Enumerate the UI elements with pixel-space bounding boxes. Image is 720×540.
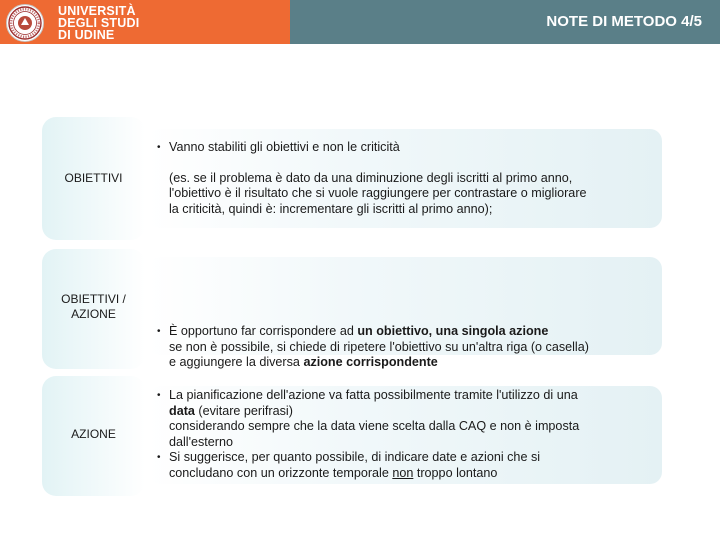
- example-line-1: (es. se il problema è dato da una diminuzione degli iscritti al primo anno,: [169, 170, 573, 185]
- b2-pre: concludano con un orizzonte temporale: [169, 465, 393, 480]
- b1-bold-data: data: [169, 403, 195, 418]
- bullet-obiettivi-azione: [157, 324, 657, 340]
- bullet-obiettivi-text: Vanno stabiliti gli obiettivi e non le criticità: [169, 140, 400, 154]
- b1-line-3: considerando sempre che la data viene scelta dalla CAQ e non è imposta: [169, 419, 580, 433]
- label-obiettivi: [42, 117, 145, 240]
- bullet-azione-1: [157, 388, 657, 404]
- bullet-dot: •: [157, 142, 161, 153]
- bullet-dot: •: [157, 452, 161, 463]
- bullet-bold: un obiettivo, una singola azione: [357, 324, 549, 338]
- university-seal-icon: [6, 4, 44, 42]
- label-obiettivi-azione: [42, 249, 145, 369]
- label-line-2: AZIONE: [71, 307, 116, 321]
- logo-line-3: DI UDINE: [58, 28, 115, 42]
- slide-title: NOTE DI METODO 4/5: [546, 13, 702, 30]
- line-3: [157, 355, 657, 371]
- bullet-dot: •: [157, 390, 161, 401]
- logo-line-1: UNIVERSITÀ: [58, 4, 136, 18]
- text-obiettivi: [157, 140, 657, 217]
- label-line-1: OBIETTIVI /: [61, 292, 126, 306]
- logo-line-2: DEGLI STUDI: [58, 16, 140, 30]
- header-bar: [0, 0, 720, 44]
- bullet-obiettivi: [157, 140, 657, 156]
- text-obiettivi-azione: [157, 324, 657, 371]
- line-3-pre: e aggiungere la diversa: [169, 355, 304, 369]
- label-obiettivi-text: OBIETTIVI: [64, 171, 123, 185]
- b1-line-4: dall'esterno: [169, 434, 234, 449]
- label-azione: [42, 376, 145, 496]
- b2-line-1: Si suggerisce, per quanto possibile, di indicare date e azioni che si: [169, 450, 541, 464]
- label-obiettivi-azione-text: [42, 292, 145, 322]
- b2-underline: non: [392, 465, 414, 480]
- example-line-3: la criticità, quindi è: incrementare gli iscritti al primo anno);: [169, 201, 493, 216]
- b1-line-1: La pianificazione dell'azione va fatta possibilmente tramite l'utilizzo di una: [169, 388, 578, 402]
- example-line-2: l'obiettivo è il risultato che si vuole raggiungere per contrastare o migliorare: [169, 186, 587, 200]
- label-azione-text: AZIONE: [71, 427, 116, 441]
- text-azione: [157, 388, 657, 481]
- example-obiettivi: [157, 171, 657, 218]
- university-logo-text: [58, 5, 139, 41]
- university-banner: [0, 0, 290, 44]
- line-3-bold: azione corrispondente: [303, 355, 438, 369]
- bullet-dot: •: [157, 326, 161, 337]
- line-2: se non è possibile, si chiede di ripetere l'obiettivo su un'altra riga (o casella): [169, 339, 589, 354]
- bullet-azione-2: [157, 450, 657, 466]
- b2-post: troppo lontano: [413, 465, 498, 480]
- b1-line-2-rest: (evitare perifrasi): [194, 403, 293, 418]
- b1-line-2: [157, 404, 657, 420]
- b2-line-2: [157, 466, 657, 482]
- bullet-pre: È opportuno far corrispondere ad: [169, 324, 358, 338]
